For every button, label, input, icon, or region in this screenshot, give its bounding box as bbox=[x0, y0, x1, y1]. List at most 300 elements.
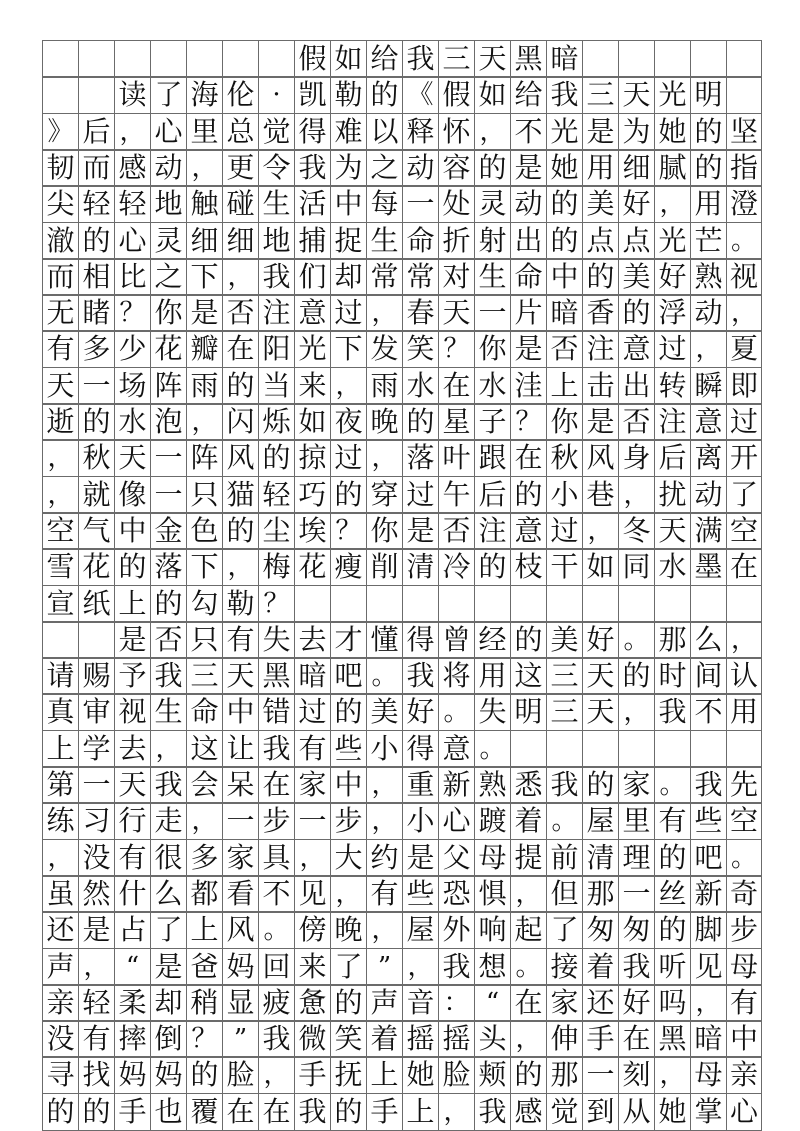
grid-cell: 巧 bbox=[294, 477, 330, 513]
grid-cell: 而 bbox=[78, 150, 114, 186]
grid-cell: 得 bbox=[402, 622, 438, 658]
grid-cell: 悉 bbox=[510, 767, 546, 803]
grid-cell: 光 bbox=[654, 223, 690, 259]
grid-cell: ？ bbox=[330, 513, 366, 549]
grid-cell: 三 bbox=[546, 658, 582, 694]
grid-cell: 新 bbox=[438, 767, 474, 803]
grid-cell: ？ bbox=[438, 331, 474, 367]
grid-cell: 练 bbox=[42, 803, 78, 839]
grid-cell: 如 bbox=[474, 77, 510, 113]
grid-cell: 里 bbox=[186, 114, 222, 150]
grid-cell: 干 bbox=[546, 549, 582, 585]
grid-cell: 觉 bbox=[546, 1094, 582, 1130]
grid-cell: 脸 bbox=[438, 1057, 474, 1093]
grid-cell: 轻 bbox=[78, 186, 114, 222]
grid-cell: 的 bbox=[186, 1057, 222, 1093]
grid-cell: 好 bbox=[402, 694, 438, 730]
title-char-cell: 黑 bbox=[510, 41, 546, 77]
grid-cell bbox=[618, 41, 654, 77]
grid-cell: 用 bbox=[690, 186, 726, 222]
grid-cell: 勒 bbox=[330, 77, 366, 113]
grid-cell: 多 bbox=[78, 331, 114, 367]
grid-cell: 怀 bbox=[438, 114, 474, 150]
grid-cell: 笑 bbox=[402, 331, 438, 367]
grid-cell: 天 bbox=[654, 513, 690, 549]
grid-cell: 奇 bbox=[726, 876, 762, 912]
grid-cell: 是 bbox=[402, 513, 438, 549]
grid-cell: 抚 bbox=[330, 1057, 366, 1093]
grid-cell: 请 bbox=[42, 658, 78, 694]
grid-cell: 过 bbox=[654, 331, 690, 367]
grid-cell: 命 bbox=[402, 223, 438, 259]
grid-cell: 片 bbox=[510, 295, 546, 331]
text-row bbox=[42, 730, 762, 768]
grid-cell: 是 bbox=[582, 114, 618, 150]
grid-cell: 坚 bbox=[726, 114, 762, 150]
grid-cell: 听 bbox=[654, 949, 690, 985]
grid-cell: 重 bbox=[402, 767, 438, 803]
grid-cell: 后 bbox=[654, 440, 690, 476]
grid-cell: 伸 bbox=[546, 1021, 582, 1057]
grid-cell: 睹 bbox=[78, 295, 114, 331]
grid-cell: 着 bbox=[366, 1021, 402, 1057]
grid-cell: 只 bbox=[186, 622, 222, 658]
grid-cell: 地 bbox=[150, 186, 186, 222]
grid-cell: 家 bbox=[618, 767, 654, 803]
grid-cell: 提 bbox=[510, 840, 546, 876]
grid-cell: 是 bbox=[510, 331, 546, 367]
grid-cell: 三 bbox=[186, 658, 222, 694]
grid-cell: 呆 bbox=[222, 767, 258, 803]
grid-cell: ？ bbox=[186, 1021, 222, 1057]
grid-cell: ， bbox=[618, 477, 654, 513]
grid-cell: 吧 bbox=[690, 840, 726, 876]
grid-cell: 天 bbox=[114, 440, 150, 476]
grid-cell: 美 bbox=[618, 259, 654, 295]
grid-cell: 了 bbox=[546, 912, 582, 948]
grid-cell: 吧 bbox=[330, 658, 366, 694]
grid-cell: 猫 bbox=[222, 477, 258, 513]
grid-cell: 宣 bbox=[42, 586, 78, 622]
grid-cell: 处 bbox=[438, 186, 474, 222]
grid-cell: 过 bbox=[726, 404, 762, 440]
grid-cell: 中 bbox=[330, 186, 366, 222]
grid-cell: 否 bbox=[618, 404, 654, 440]
grid-cell: 生 bbox=[474, 259, 510, 295]
grid-cell: ， bbox=[366, 295, 402, 331]
grid-cell: 见 bbox=[294, 876, 330, 912]
grid-cell: 我 bbox=[438, 949, 474, 985]
grid-cell: ， bbox=[618, 694, 654, 730]
grid-cell: 匆 bbox=[618, 912, 654, 948]
grid-cell: 之 bbox=[366, 150, 402, 186]
grid-cell: 却 bbox=[330, 259, 366, 295]
grid-cell: 转 bbox=[654, 368, 690, 404]
grid-cell: 射 bbox=[474, 223, 510, 259]
grid-cell: 风 bbox=[222, 440, 258, 476]
grid-cell: 美 bbox=[582, 186, 618, 222]
grid-cell: 注 bbox=[582, 331, 618, 367]
grid-cell: 那 bbox=[654, 622, 690, 658]
grid-cell: 星 bbox=[438, 404, 474, 440]
grid-cell: 下 bbox=[186, 259, 222, 295]
grid-cell: 感 bbox=[114, 150, 150, 186]
text-row bbox=[42, 403, 762, 441]
grid-cell: 午 bbox=[438, 477, 474, 513]
grid-cell: 有 bbox=[654, 803, 690, 839]
grid-cell bbox=[114, 41, 150, 77]
grid-cell: 着 bbox=[582, 949, 618, 985]
grid-cell: 心 bbox=[438, 803, 474, 839]
grid-cell: 黑 bbox=[654, 1021, 690, 1057]
grid-cell: 些 bbox=[402, 876, 438, 912]
grid-cell: 。 bbox=[726, 223, 762, 259]
grid-cell: 掌 bbox=[690, 1094, 726, 1130]
grid-cell bbox=[582, 731, 618, 767]
grid-cell: 在 bbox=[510, 440, 546, 476]
grid-cell: 有 bbox=[726, 985, 762, 1021]
grid-cell: 具 bbox=[258, 840, 294, 876]
grid-cell: 前 bbox=[546, 840, 582, 876]
grid-cell: 是 bbox=[114, 622, 150, 658]
grid-cell: 音 bbox=[402, 985, 438, 1021]
grid-cell bbox=[78, 41, 114, 77]
grid-cell: 得 bbox=[402, 731, 438, 767]
grid-cell: 触 bbox=[186, 186, 222, 222]
grid-cell: 以 bbox=[366, 114, 402, 150]
grid-cell: 予 bbox=[114, 658, 150, 694]
grid-cell: 活 bbox=[294, 186, 330, 222]
grid-cell: 暗 bbox=[690, 1021, 726, 1057]
grid-cell: 回 bbox=[258, 949, 294, 985]
grid-cell: 是 bbox=[150, 949, 186, 985]
grid-cell: 手 bbox=[114, 1094, 150, 1130]
grid-cell: 在 bbox=[258, 767, 294, 803]
grid-cell: 时 bbox=[654, 658, 690, 694]
grid-cell: 中 bbox=[546, 259, 582, 295]
text-row bbox=[42, 294, 762, 332]
grid-cell: 折 bbox=[438, 223, 474, 259]
grid-cell: 扰 bbox=[654, 477, 690, 513]
text-row bbox=[42, 693, 762, 731]
grid-cell: 显 bbox=[222, 985, 258, 1021]
grid-cell: 每 bbox=[366, 186, 402, 222]
grid-cell: 笑 bbox=[330, 1021, 366, 1057]
grid-cell: 虽 bbox=[42, 876, 78, 912]
grid-cell: 的 bbox=[510, 622, 546, 658]
grid-cell: 小 bbox=[546, 477, 582, 513]
grid-cell: 母 bbox=[726, 949, 762, 985]
grid-cell: 。 bbox=[654, 767, 690, 803]
grid-cell: 水 bbox=[654, 549, 690, 585]
grid-cell: 过 bbox=[402, 477, 438, 513]
grid-cell: 当 bbox=[258, 368, 294, 404]
grid-cell: 清 bbox=[582, 840, 618, 876]
grid-cell: 更 bbox=[222, 150, 258, 186]
grid-cell: ， bbox=[222, 259, 258, 295]
grid-cell: 在 bbox=[726, 549, 762, 585]
grid-cell: 生 bbox=[258, 186, 294, 222]
title-char-cell: 如 bbox=[330, 41, 366, 77]
grid-cell: 响 bbox=[474, 912, 510, 948]
grid-cell: 手 bbox=[294, 1057, 330, 1093]
grid-cell: 细 bbox=[618, 150, 654, 186]
grid-cell: ， bbox=[78, 949, 114, 985]
grid-cell: 她 bbox=[654, 114, 690, 150]
grid-cell: 的 bbox=[618, 658, 654, 694]
grid-cell: 阳 bbox=[258, 331, 294, 367]
grid-cell: 假 bbox=[438, 77, 474, 113]
grid-cell: 水 bbox=[474, 368, 510, 404]
grid-cell bbox=[150, 41, 186, 77]
grid-cell: 比 bbox=[114, 259, 150, 295]
grid-cell: 了 bbox=[150, 77, 186, 113]
text-row bbox=[42, 585, 762, 623]
grid-cell: 尖 bbox=[42, 186, 78, 222]
grid-cell: 错 bbox=[258, 694, 294, 730]
grid-cell: 在 bbox=[222, 331, 258, 367]
text-row bbox=[42, 984, 762, 1022]
grid-cell: 我 bbox=[258, 1021, 294, 1057]
grid-cell: 你 bbox=[150, 295, 186, 331]
grid-cell: 秋 bbox=[546, 440, 582, 476]
text-row bbox=[42, 330, 762, 368]
grid-cell: 是 bbox=[402, 840, 438, 876]
grid-cell: 命 bbox=[510, 259, 546, 295]
grid-cell: ， bbox=[654, 1057, 690, 1093]
grid-cell: 泡 bbox=[150, 404, 186, 440]
grid-cell: 叶 bbox=[438, 440, 474, 476]
grid-cell: 腻 bbox=[654, 150, 690, 186]
grid-cell: 逝 bbox=[42, 404, 78, 440]
title-char-cell: 三 bbox=[438, 41, 474, 77]
grid-cell: 动 bbox=[402, 150, 438, 186]
grid-cell: 明 bbox=[510, 694, 546, 730]
grid-cell: 巷 bbox=[582, 477, 618, 513]
grid-cell: 轻 bbox=[258, 477, 294, 513]
grid-cell: 否 bbox=[222, 295, 258, 331]
grid-cell: 家 bbox=[222, 840, 258, 876]
grid-cell bbox=[618, 731, 654, 767]
grid-cell: 埃 bbox=[294, 513, 330, 549]
grid-cell: ， bbox=[726, 295, 762, 331]
grid-cell: 惧 bbox=[474, 876, 510, 912]
grid-cell: 花 bbox=[150, 331, 186, 367]
grid-cell: 的 bbox=[402, 404, 438, 440]
grid-cell: 去 bbox=[294, 622, 330, 658]
grid-cell: 理 bbox=[618, 840, 654, 876]
grid-cell: 的 bbox=[366, 77, 402, 113]
grid-cell: 匆 bbox=[582, 912, 618, 948]
grid-cell: 是 bbox=[582, 404, 618, 440]
grid-cell bbox=[42, 41, 78, 77]
grid-cell: 场 bbox=[114, 368, 150, 404]
grid-cell: 难 bbox=[330, 114, 366, 150]
text-row bbox=[42, 911, 762, 949]
grid-cell: 瓣 bbox=[186, 331, 222, 367]
grid-cell: 即 bbox=[726, 368, 762, 404]
grid-cell: 熟 bbox=[690, 259, 726, 295]
grid-cell: 母 bbox=[690, 1057, 726, 1093]
grid-cell: ， bbox=[402, 949, 438, 985]
grid-cell: ， bbox=[42, 440, 78, 476]
grid-cell: 生 bbox=[366, 223, 402, 259]
grid-cell bbox=[438, 586, 474, 622]
grid-cell: 看 bbox=[222, 876, 258, 912]
grid-cell: 的 bbox=[582, 259, 618, 295]
grid-cell: 的 bbox=[510, 477, 546, 513]
grid-cell: 同 bbox=[618, 549, 654, 585]
text-row bbox=[42, 621, 762, 659]
grid-cell: 那 bbox=[546, 1057, 582, 1093]
grid-cell: ， bbox=[510, 1021, 546, 1057]
grid-cell: 为 bbox=[618, 114, 654, 150]
grid-cell: 倒 bbox=[150, 1021, 186, 1057]
grid-cell: 好 bbox=[618, 186, 654, 222]
grid-cell: 曾 bbox=[438, 622, 474, 658]
grid-cell: 天 bbox=[618, 77, 654, 113]
grid-cell: 满 bbox=[690, 513, 726, 549]
grid-cell: 学 bbox=[78, 731, 114, 767]
grid-cell: 花 bbox=[294, 549, 330, 585]
grid-cell: ， bbox=[114, 114, 150, 150]
grid-cell: 生 bbox=[150, 694, 186, 730]
grid-cell: 中 bbox=[222, 694, 258, 730]
text-row bbox=[42, 76, 762, 114]
grid-cell bbox=[546, 586, 582, 622]
grid-cell: 意 bbox=[618, 331, 654, 367]
title-char-cell: 天 bbox=[474, 41, 510, 77]
grid-cell: 过 bbox=[330, 295, 366, 331]
grid-cell: 澈 bbox=[42, 223, 78, 259]
grid-cell: 。 bbox=[510, 949, 546, 985]
grid-cell: 妈 bbox=[222, 949, 258, 985]
grid-cell: 闪 bbox=[222, 404, 258, 440]
grid-cell: 落 bbox=[150, 549, 186, 585]
grid-cell bbox=[690, 41, 726, 77]
grid-cell: 才 bbox=[330, 622, 366, 658]
grid-cell: 的 bbox=[330, 985, 366, 1021]
grid-cell: 意 bbox=[438, 731, 474, 767]
grid-cell: 风 bbox=[222, 912, 258, 948]
text-row bbox=[42, 113, 762, 151]
grid-cell: 的 bbox=[78, 223, 114, 259]
grid-cell: 的 bbox=[42, 1094, 78, 1130]
grid-cell: 外 bbox=[438, 912, 474, 948]
grid-cell: 浮 bbox=[654, 295, 690, 331]
grid-cell: “ bbox=[474, 985, 510, 1021]
grid-cell: 我 bbox=[654, 694, 690, 730]
grid-cell: ， bbox=[366, 767, 402, 803]
grid-cell: ， bbox=[726, 622, 762, 658]
grid-cell: 过 bbox=[546, 513, 582, 549]
grid-cell bbox=[42, 622, 78, 658]
grid-cell bbox=[510, 731, 546, 767]
grid-cell: 捉 bbox=[330, 223, 366, 259]
grid-cell: 们 bbox=[294, 259, 330, 295]
grid-cell: 澄 bbox=[726, 186, 762, 222]
grid-cell: 得 bbox=[294, 114, 330, 150]
grid-cell: 上 bbox=[366, 1057, 402, 1093]
grid-cell bbox=[78, 622, 114, 658]
grid-cell: 清 bbox=[402, 549, 438, 585]
grid-cell bbox=[222, 41, 258, 77]
grid-cell: 空 bbox=[726, 513, 762, 549]
text-row bbox=[42, 439, 762, 477]
grid-cell: 亲 bbox=[726, 1057, 762, 1093]
grid-cell: 脚 bbox=[690, 912, 726, 948]
grid-cell bbox=[690, 731, 726, 767]
grid-cell: 妈 bbox=[114, 1057, 150, 1093]
grid-cell: 轻 bbox=[114, 186, 150, 222]
grid-cell: 注 bbox=[258, 295, 294, 331]
grid-cell: 上 bbox=[114, 586, 150, 622]
grid-cell: 用 bbox=[474, 658, 510, 694]
grid-cell: 我 bbox=[258, 731, 294, 767]
grid-cell: 疲 bbox=[258, 985, 294, 1021]
title-char-cell: 暗 bbox=[546, 41, 582, 77]
grid-cell: 注 bbox=[474, 513, 510, 549]
grid-cell: 的 bbox=[474, 150, 510, 186]
grid-cell: 什 bbox=[114, 876, 150, 912]
grid-cell: 你 bbox=[366, 513, 402, 549]
grid-cell: “ bbox=[114, 949, 150, 985]
grid-cell: 的 bbox=[78, 404, 114, 440]
grid-cell: 我 bbox=[294, 1094, 330, 1130]
grid-cell bbox=[78, 77, 114, 113]
grid-cell: 有 bbox=[114, 840, 150, 876]
grid-cell: 刻 bbox=[618, 1057, 654, 1093]
grid-cell: 的 bbox=[654, 912, 690, 948]
grid-cell bbox=[582, 41, 618, 77]
grid-cell: 父 bbox=[438, 840, 474, 876]
grid-cell: 让 bbox=[222, 731, 258, 767]
grid-cell: 么 bbox=[690, 622, 726, 658]
grid-cell: 出 bbox=[510, 223, 546, 259]
grid-cell: 的 bbox=[474, 549, 510, 585]
grid-cell: 海 bbox=[186, 77, 222, 113]
grid-cell: 后 bbox=[474, 477, 510, 513]
grid-cell: 声 bbox=[42, 949, 78, 985]
grid-cell: 只 bbox=[186, 477, 222, 513]
grid-cell bbox=[402, 586, 438, 622]
composition-grid-sheet bbox=[42, 40, 762, 1128]
grid-cell: 美 bbox=[366, 694, 402, 730]
grid-cell: ， bbox=[294, 840, 330, 876]
grid-cell: 我 bbox=[258, 259, 294, 295]
grid-cell: 声 bbox=[366, 985, 402, 1021]
grid-cell: 傍 bbox=[294, 912, 330, 948]
grid-cell: 暗 bbox=[294, 658, 330, 694]
grid-cell: ？ bbox=[114, 295, 150, 331]
grid-cell: 就 bbox=[78, 477, 114, 513]
text-row bbox=[42, 367, 762, 405]
grid-cell: 动 bbox=[510, 186, 546, 222]
grid-cell: 冷 bbox=[438, 549, 474, 585]
grid-cell: 了 bbox=[726, 477, 762, 513]
grid-cell: 赐 bbox=[78, 658, 114, 694]
grid-cell bbox=[330, 586, 366, 622]
grid-cell: ， bbox=[654, 186, 690, 222]
grid-cell: 一 bbox=[150, 440, 186, 476]
grid-cell: 水 bbox=[402, 368, 438, 404]
text-row bbox=[42, 1020, 762, 1058]
grid-cell: 失 bbox=[474, 694, 510, 730]
grid-cell bbox=[654, 731, 690, 767]
grid-cell: 墨 bbox=[690, 549, 726, 585]
grid-cell: 之 bbox=[150, 259, 186, 295]
grid-cell: 击 bbox=[582, 368, 618, 404]
